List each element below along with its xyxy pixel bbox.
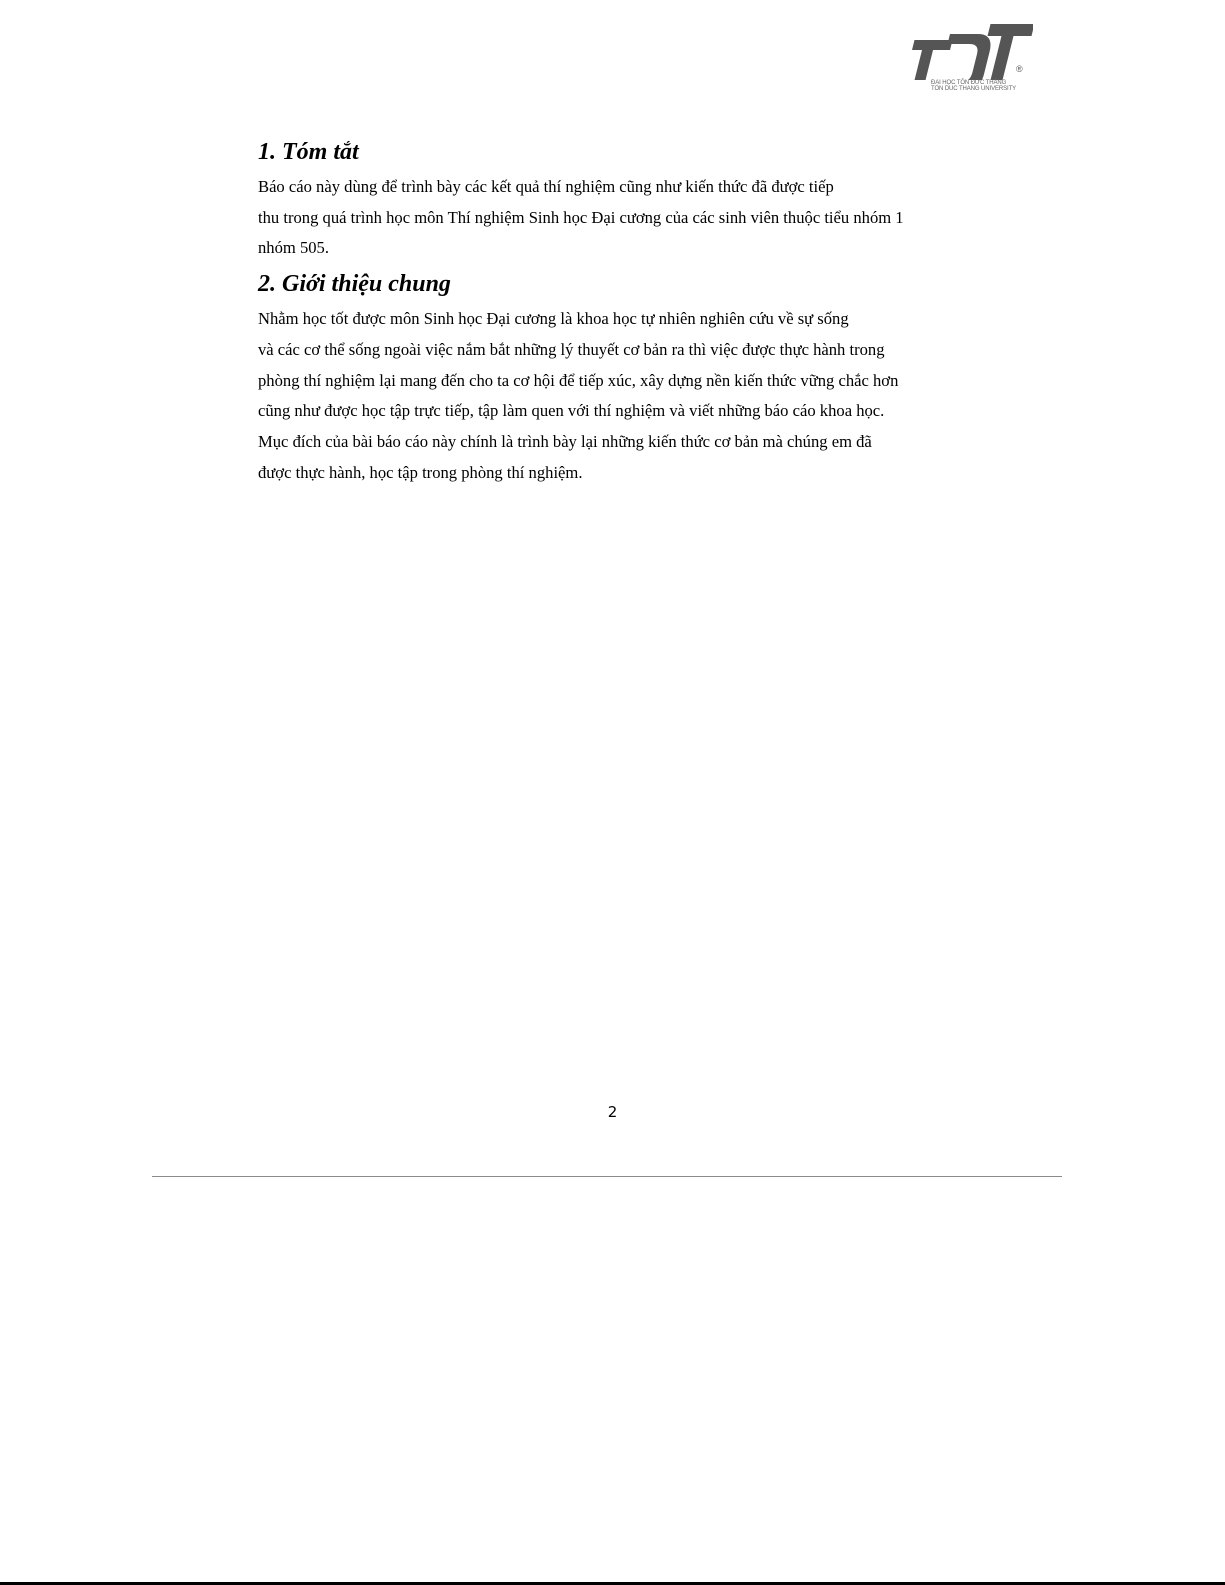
introduction-line: Mục đích của bài báo cáo này chính là trình bày lại những kiến thức cơ bản mà chúng em đã [258,431,872,451]
section-heading-summary: 1. Tóm tắt [258,139,359,165]
summary-line: Báo cáo này dùng để trình bày các kết quả thí nghiệm cũng như kiến thức đã được tiếp [258,177,834,196]
introduction-line: được thực hành, học tập trong phòng thí nghiệm. [258,462,583,482]
section-heading-introduction: 2. Giới thiệu chung [258,271,451,298]
document-body [258,132,968,488]
introduction-line: Nhằm học tốt được môn Sinh học Đại cương là khoa học tự nhiên nghiên cứu về sự sống [258,309,849,329]
page-number: 2 [607,1103,618,1121]
introduction-line: phòng thí nghiệm lại mang đến cho ta cơ hội để tiếp xúc, xây dựng nền kiến thức vững chắc hơn [258,370,899,390]
introduction-line: cũng như được học tập trực tiếp, tập làm quen với thí nghiệm và viết những báo cáo khoa học. [258,401,885,421]
logo-subline-en: TON DUC THANG UNIVERSITY [931,86,1017,92]
university-logo [905,22,1033,98]
tdt-logo-icon [905,22,1033,80]
page-divider [152,1176,1062,1177]
summary-line: thu trong quá trình học môn Thí nghiệm Sinh học Đại cương của các sinh viên thuộc tiểu nhóm 1 [258,207,904,227]
introduction-line: và các cơ thể sống ngoài việc nắm bắt những lý thuyết cơ bản ra thì việc được thực hành trong [258,339,885,359]
svg-text:®: ® [1016,64,1023,74]
summary-line: nhóm 505. [258,238,329,258]
logo-subline-vi: ĐẠI HỌC TÔN ĐỨC THẮNG [931,80,1007,86]
